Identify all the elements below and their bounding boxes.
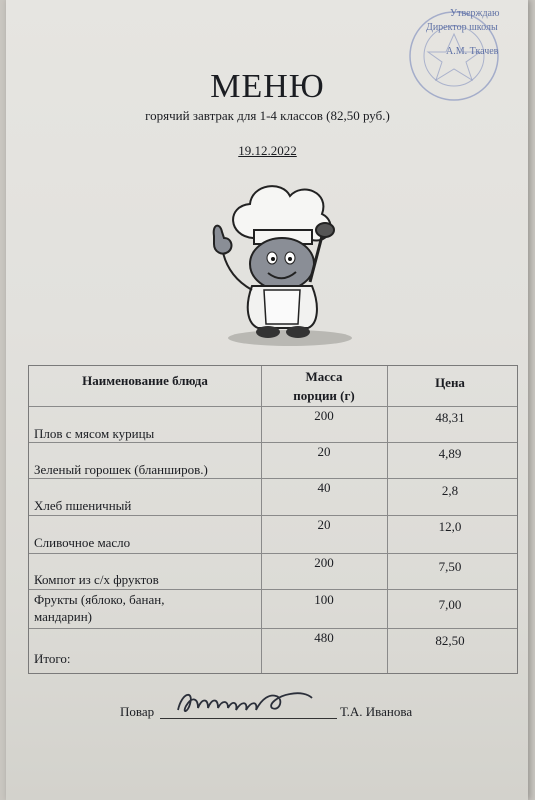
dish-mass: 200 [314,555,334,570]
dish-name: Хлеб пшеничный [34,498,132,513]
total-label: Итого: [34,651,71,666]
dish-price: 48,31 [435,410,465,425]
page-title: МЕНЮ [210,68,325,105]
dish-name-line1: Фрукты (яблоко, банан, [34,592,165,607]
dish-price: 7,50 [438,559,462,574]
cook-signature [172,686,322,722]
cook-name: Т.А. Иванова [340,704,413,719]
dish-name: Зеленый горошек (бланширов.) [34,462,208,477]
dish-name: Плов с мясом курицы [34,426,155,441]
cook-label: Повар [120,704,155,719]
header-price: Цена [435,375,465,390]
stamp-approve-text: Утверждаю [450,8,500,19]
dish-mass: 20 [317,517,331,532]
total-mass: 480 [314,630,334,645]
stamp-name-text: А.М. Ткачев [446,46,499,57]
dish-price: 2,8 [441,483,459,498]
dish-mass: 20 [317,444,331,459]
menu-date: 19.12.2022 [238,143,297,158]
header-mass-line1: Масса [305,369,343,384]
header-mass-line2: порции (г) [293,388,355,403]
page-subtitle: горячий завтрак для 1-4 классов (82,50 руб.) [145,108,390,123]
menu-table [28,365,518,674]
stamp-position-text: Директор школы [426,22,498,33]
total-price: 82,50 [435,633,465,648]
dish-mass: 100 [314,592,334,607]
header-dish-name: Наименование блюда [82,373,208,388]
dish-mass: 40 [317,480,331,495]
dish-price: 7,00 [438,597,462,612]
dish-price: 4,89 [438,446,462,461]
dish-price: 12,0 [438,519,462,534]
dish-name-line2: мандарин) [34,609,92,624]
chef-illustration-icon [198,178,358,348]
dish-name: Сливочное масло [34,535,131,550]
dish-mass: 200 [314,408,334,423]
dish-name: Компот из с/х фруктов [34,572,159,587]
